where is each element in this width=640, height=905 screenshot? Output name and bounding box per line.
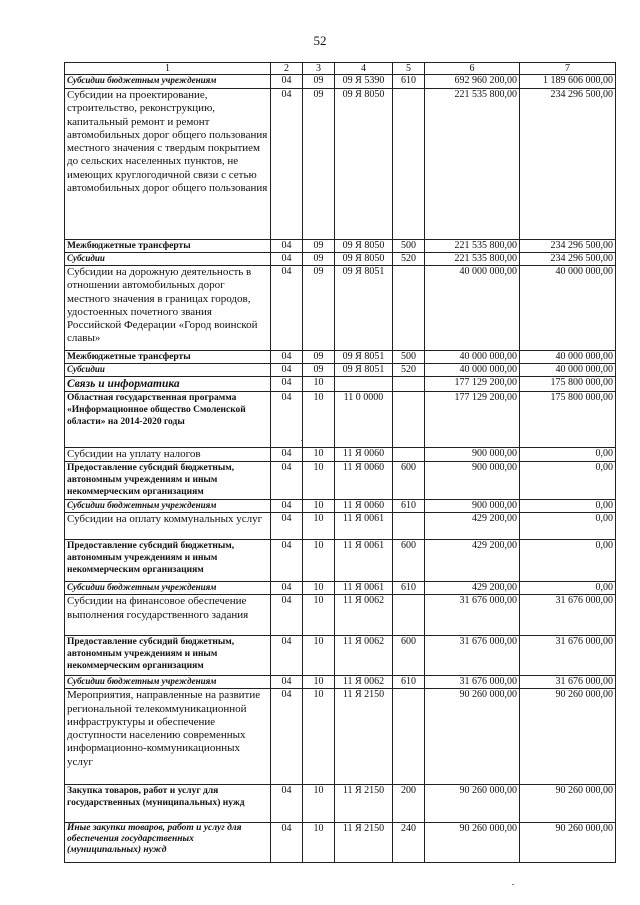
row-name-cell: Субсидии на проектирование, строительство, реконструкцию, капитальный ремонт и ремонт автомобильных дорог общего пользования местного значения с твердым покрытием до сельских населенных пунктов, не имеющих круглогодичной связи с сетью автомобильных дорог общего пользования	[65, 89, 271, 240]
subsection-code-cell: 10	[303, 689, 335, 785]
table-row	[65, 351, 616, 364]
target-article-cell: 09 Я 8050	[335, 253, 393, 266]
amount-year1-cell: 221 535 800,00	[425, 89, 520, 240]
column-header: 5	[393, 63, 425, 75]
target-article-cell: 09 Я 8051	[335, 266, 393, 351]
column-header: 6	[425, 63, 520, 75]
amount-year2-cell: 40 000 000,00	[520, 351, 616, 364]
section-code-cell: 04	[271, 364, 303, 377]
amount-year1-cell: 900 000,00	[425, 462, 520, 500]
amount-year2-cell: 90 260 000,00	[520, 785, 616, 823]
amount-year1-cell: 31 676 000,00	[425, 595, 520, 636]
row-name-cell: Предоставление субсидий бюджетным, автономным учреждениям и иным некоммерческим организациям	[65, 462, 271, 500]
amount-year2-cell: 40 000 000,00	[520, 364, 616, 377]
expense-type-cell: 610	[393, 500, 425, 513]
table-row	[65, 582, 616, 595]
table-row	[65, 540, 616, 582]
column-header: 7	[520, 63, 616, 75]
expense-type-cell: 200	[393, 785, 425, 823]
table-row	[65, 75, 616, 89]
row-name-cell: Субсидии	[65, 364, 271, 377]
expense-type-cell: 500	[393, 240, 425, 253]
amount-year1-cell: 31 676 000,00	[425, 636, 520, 676]
table-row	[65, 240, 616, 253]
subsection-code-cell: 09	[303, 75, 335, 89]
amount-year2-cell: 234 296 500,00	[520, 240, 616, 253]
table-row	[65, 823, 616, 863]
row-name-cell: Закупка товаров, работ и услуг для государственных (муниципальных) нужд	[65, 785, 271, 823]
amount-year1-cell: 429 200,00	[425, 582, 520, 595]
expense-type-cell	[393, 89, 425, 240]
table-row	[65, 676, 616, 689]
section-code-cell: 04	[271, 240, 303, 253]
table-row	[65, 266, 616, 351]
target-article-cell: 11 Я 0061	[335, 513, 393, 540]
amount-year2-cell: 31 676 000,00	[520, 636, 616, 676]
table-row	[65, 392, 616, 448]
amount-year1-cell: 692 960 200,00	[425, 75, 520, 89]
target-article-cell: 09 Я 8050	[335, 240, 393, 253]
row-name-cell: Мероприятия, направленные на развитие региональной телекоммуникационной инфраструктуры и обеспечение доступности населению современных информационно-коммуникационных услуг	[65, 689, 271, 785]
amount-year1-cell: 900 000,00	[425, 448, 520, 462]
row-name-cell: Иные закупки товаров, работ и услуг для обеспечения государственных (муниципальных) нужд	[65, 823, 271, 863]
subsection-code-cell: 10	[303, 785, 335, 823]
expense-type-cell: 600	[393, 636, 425, 676]
amount-year2-cell: 0,00	[520, 513, 616, 540]
table-row	[65, 89, 616, 240]
amount-year1-cell: 429 200,00	[425, 540, 520, 582]
target-article-cell: 11 Я 0060	[335, 448, 393, 462]
expense-type-cell	[393, 392, 425, 448]
table-row	[65, 636, 616, 676]
amount-year1-cell: 40 000 000,00	[425, 351, 520, 364]
table-row	[65, 253, 616, 266]
expense-type-cell	[393, 595, 425, 636]
subsection-code-cell: 09	[303, 266, 335, 351]
subsection-code-cell: 09	[303, 253, 335, 266]
section-code-cell: 04	[271, 500, 303, 513]
amount-year1-cell: 177 129 200,00	[425, 377, 520, 392]
table-row	[65, 448, 616, 462]
amount-year2-cell: 90 260 000,00	[520, 823, 616, 863]
row-name-cell: Связь и информатика	[65, 377, 271, 392]
amount-year1-cell: 221 535 800,00	[425, 240, 520, 253]
column-header: 4	[335, 63, 393, 75]
amount-year1-cell: 90 260 000,00	[425, 689, 520, 785]
subsection-code-cell: 10	[303, 582, 335, 595]
row-name-cell: Субсидии на оплату коммунальных услуг	[65, 513, 271, 540]
column-header: 1	[65, 63, 271, 75]
row-name-cell: Субсидии бюджетным учреждениям	[65, 500, 271, 513]
page-number: 52	[313, 33, 327, 48]
section-code-cell: 04	[271, 392, 303, 448]
expense-type-cell: 240	[393, 823, 425, 863]
amount-year2-cell: 0,00	[520, 462, 616, 500]
target-article-cell: 11 Я 0060	[335, 462, 393, 500]
amount-year1-cell: 900 000,00	[425, 500, 520, 513]
section-code-cell: 04	[271, 266, 303, 351]
table-row	[65, 785, 616, 823]
target-article-cell: 11 Я 2150	[335, 823, 393, 863]
amount-year2-cell: 234 296 500,00	[520, 253, 616, 266]
target-article-cell: 11 Я 0062	[335, 676, 393, 689]
amount-year2-cell: 0,00	[520, 540, 616, 582]
subsection-code-cell: 09	[303, 364, 335, 377]
amount-year2-cell: 40 000 000,00	[520, 266, 616, 351]
table-row	[65, 500, 616, 513]
subsection-code-cell: 10	[303, 377, 335, 392]
section-code-cell: 04	[271, 89, 303, 240]
expense-type-cell	[393, 448, 425, 462]
row-name-cell: Предоставление субсидий бюджетным, автономным учреждениям и иным некоммерческим организациям	[65, 540, 271, 582]
target-article-cell: 11 Я 0060	[335, 500, 393, 513]
row-name-cell: Областная государственная программа «Информационное общество Смоленской области» на 2014-2020 годы	[65, 392, 271, 448]
expense-type-cell	[393, 377, 425, 392]
target-article-cell: 11 Я 2150	[335, 785, 393, 823]
table-row	[65, 364, 616, 377]
section-code-cell: 04	[271, 582, 303, 595]
table-body	[65, 75, 616, 863]
section-code-cell: 04	[271, 676, 303, 689]
amount-year2-cell: 0,00	[520, 448, 616, 462]
expense-type-cell: 610	[393, 582, 425, 595]
amount-year2-cell: 31 676 000,00	[520, 676, 616, 689]
expense-type-cell: 600	[393, 462, 425, 500]
row-name-cell: Межбюджетные трансферты	[65, 240, 271, 253]
target-article-cell: 11 0 0000	[335, 392, 393, 448]
amount-year1-cell: 90 260 000,00	[425, 785, 520, 823]
row-name-cell: Субсидии бюджетным учреждениям	[65, 75, 271, 89]
table-row	[65, 689, 616, 785]
amount-year1-cell: 90 260 000,00	[425, 823, 520, 863]
subsection-code-cell: 10	[303, 392, 335, 448]
scan-speck	[512, 884, 514, 885]
expense-type-cell	[393, 513, 425, 540]
subsection-code-cell: 09	[303, 351, 335, 364]
section-code-cell: 04	[271, 253, 303, 266]
target-article-cell: 11 Я 0062	[335, 636, 393, 676]
table-row	[65, 377, 616, 392]
subsection-code-cell: 09	[303, 240, 335, 253]
amount-year1-cell: 40 000 000,00	[425, 364, 520, 377]
row-name-cell: Субсидии на уплату налогов	[65, 448, 271, 462]
section-code-cell: 04	[271, 513, 303, 540]
target-article-cell: 11 Я 0061	[335, 582, 393, 595]
target-article-cell: 09 Я 8051	[335, 364, 393, 377]
target-article-cell: 11 Я 0061	[335, 540, 393, 582]
section-code-cell: 04	[271, 351, 303, 364]
amount-year2-cell: 175 800 000,00	[520, 392, 616, 448]
subsection-code-cell: 10	[303, 636, 335, 676]
amount-year2-cell: 0,00	[520, 582, 616, 595]
expense-type-cell: 520	[393, 364, 425, 377]
section-code-cell: 04	[271, 448, 303, 462]
table-row	[65, 462, 616, 500]
target-article-cell: 09 Я 8050	[335, 89, 393, 240]
section-code-cell: 04	[271, 377, 303, 392]
table-row	[65, 595, 616, 636]
header-row	[65, 63, 616, 75]
amount-year2-cell: 234 296 500,00	[520, 89, 616, 240]
expense-type-cell: 600	[393, 540, 425, 582]
row-name-cell: Субсидии на финансовое обеспечение выполнения государственного задания	[65, 595, 271, 636]
section-code-cell: 04	[271, 689, 303, 785]
amount-year2-cell: 175 800 000,00	[520, 377, 616, 392]
section-code-cell: 04	[271, 785, 303, 823]
amount-year1-cell: 31 676 000,00	[425, 676, 520, 689]
row-name-cell: Предоставление субсидий бюджетным, автономным учреждениям и иным некоммерческим организациям	[65, 636, 271, 676]
subsection-code-cell: 10	[303, 500, 335, 513]
section-code-cell: 04	[271, 75, 303, 89]
row-name-cell: Субсидии на дорожную деятельность в отношении автомобильных дорог местного значения в границах городов, удостоенных почетного звания Российской Федерации «Город воинской славы»	[65, 266, 271, 351]
amount-year1-cell: 221 535 800,00	[425, 253, 520, 266]
target-article-cell: 11 Я 0062	[335, 595, 393, 636]
section-code-cell: 04	[271, 823, 303, 863]
section-code-cell: 04	[271, 636, 303, 676]
amount-year2-cell: 0,00	[520, 500, 616, 513]
section-code-cell: 04	[271, 540, 303, 582]
section-code-cell: 04	[271, 462, 303, 500]
expense-type-cell: 610	[393, 676, 425, 689]
row-name-cell: Субсидии бюджетным учреждениям	[65, 676, 271, 689]
target-article-cell: 09 Я 5390	[335, 75, 393, 89]
row-name-cell: Субсидии бюджетным учреждениям	[65, 582, 271, 595]
budget-table	[64, 62, 616, 863]
amount-year1-cell: 429 200,00	[425, 513, 520, 540]
amount-year2-cell: 31 676 000,00	[520, 595, 616, 636]
subsection-code-cell: 09	[303, 89, 335, 240]
row-name-cell: Субсидии	[65, 253, 271, 266]
expense-type-cell: 610	[393, 75, 425, 89]
expense-type-cell	[393, 266, 425, 351]
target-article-cell: 11 Я 2150	[335, 689, 393, 785]
amount-year2-cell: 90 260 000,00	[520, 689, 616, 785]
amount-year2-cell: 1 189 606 000,00	[520, 75, 616, 89]
scan-speck	[301, 440, 302, 441]
expense-type-cell	[393, 689, 425, 785]
column-header: 3	[303, 63, 335, 75]
subsection-code-cell: 10	[303, 823, 335, 863]
expense-type-cell: 500	[393, 351, 425, 364]
column-header: 2	[271, 63, 303, 75]
subsection-code-cell: 10	[303, 540, 335, 582]
row-name-cell: Межбюджетные трансферты	[65, 351, 271, 364]
amount-year1-cell: 40 000 000,00	[425, 266, 520, 351]
expense-type-cell: 520	[393, 253, 425, 266]
subsection-code-cell: 10	[303, 448, 335, 462]
target-article-cell	[335, 377, 393, 392]
table-row	[65, 513, 616, 540]
amount-year1-cell: 177 129 200,00	[425, 392, 520, 448]
section-code-cell: 04	[271, 595, 303, 636]
target-article-cell: 09 Я 8051	[335, 351, 393, 364]
subsection-code-cell: 10	[303, 676, 335, 689]
subsection-code-cell: 10	[303, 513, 335, 540]
subsection-code-cell: 10	[303, 595, 335, 636]
subsection-code-cell: 10	[303, 462, 335, 500]
